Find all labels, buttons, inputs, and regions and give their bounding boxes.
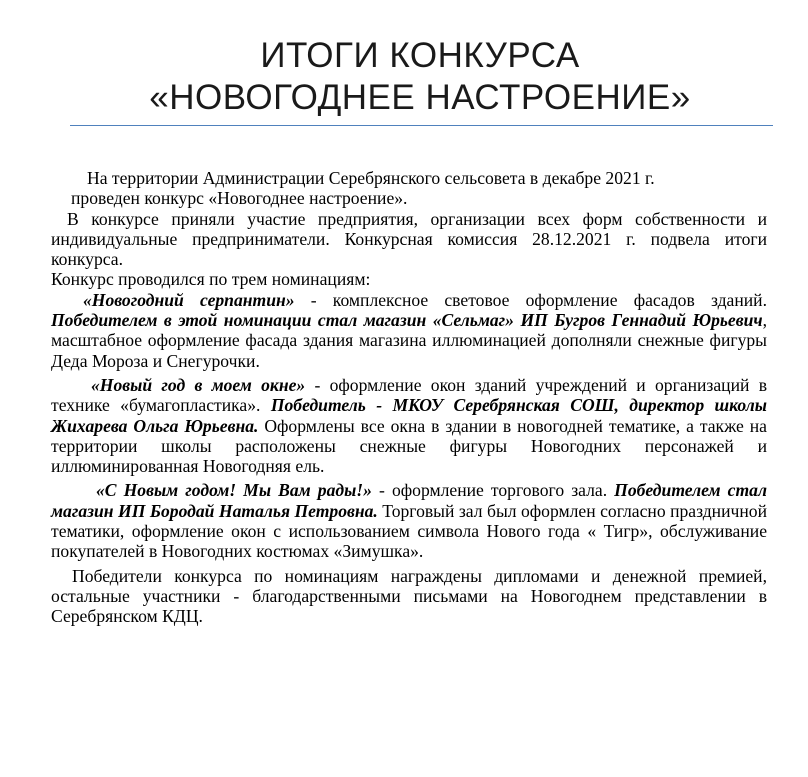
nomination-name: «С Новым годом! Мы Вам рады!» [96, 480, 372, 501]
nomination-description: - оформление окон зданий учреждений и организаций в технике «бумагопластика». [51, 374, 768, 416]
nomination-description: - комплексное световое оформление фасадов зданий. [294, 289, 767, 310]
page-title-line-2: «НОВОГОДНЕЕ НАСТРОЕНИЕ» [149, 78, 691, 117]
nomination-name: «Новогодний серпантин» [83, 289, 295, 310]
page-title-line-1: ИТОГИ КОНКУРСА [260, 36, 580, 75]
nomination-description: - оформление торгового зала. [371, 480, 615, 501]
nomination-paragraph-2 [51, 375, 767, 476]
nomination-name: «Новый год в моем окне» [91, 374, 306, 395]
intro-line-1: На территории Администрации Серебрянского сельсовета в декабре 2021 г. [87, 168, 655, 188]
intro-line-2: проведен конкурс «Новогоднее настроение». [71, 188, 408, 209]
document-body [51, 168, 767, 627]
nomination-paragraph-1 [51, 290, 767, 371]
nomination-details: , масштабное оформление фасада здания магазина иллюминацией дополняли снежные фигуры Деда Мороза и Снегурочки. [51, 310, 767, 371]
participants-paragraph: В конкурсе приняли участие предприятия, организации всех форм собственности и индивидуальные предприниматели. Конкурсная комиссия 28.12.2021 г. подвела итоги конкурса. [51, 208, 767, 270]
nomination-winner: Победителем в этой номинации стал магазин «Сельмаг» ИП Бугров Геннадий Юрьевич [51, 310, 763, 331]
nomination-details: Оформлены все окна в здании в новогодней тематике, а также на территории школы расположены снежные фигуры Новогодних персонажей и иллюминированная Новогодняя ель. [51, 415, 767, 477]
nomination-winner: Победителем стал магазин ИП Бородай Наталья Петровна. [51, 480, 767, 521]
title-divider [70, 125, 773, 126]
nominations-lead: Конкурс проводился по трем номинациям: [51, 269, 371, 290]
closing-paragraph: Победители конкурса по номинациям награждены дипломами и денежной премией, остальные участники - благодарственными письмами на Новогоднем представлении в Серебрянском КДЦ. [51, 565, 767, 627]
nomination-winner: Победитель - МКОУ Серебрянская СОШ, директор школы Жихарева Ольга Юрьевна. [51, 395, 767, 436]
nomination-paragraph-3 [51, 480, 767, 561]
nomination-details: Торговый зал был оформлен согласно праздничной тематики, оформление окон с использованием символа Нового года « Тигр», обслуживание покупателей в Новогодних костюмах «Зимушка». [51, 500, 767, 562]
